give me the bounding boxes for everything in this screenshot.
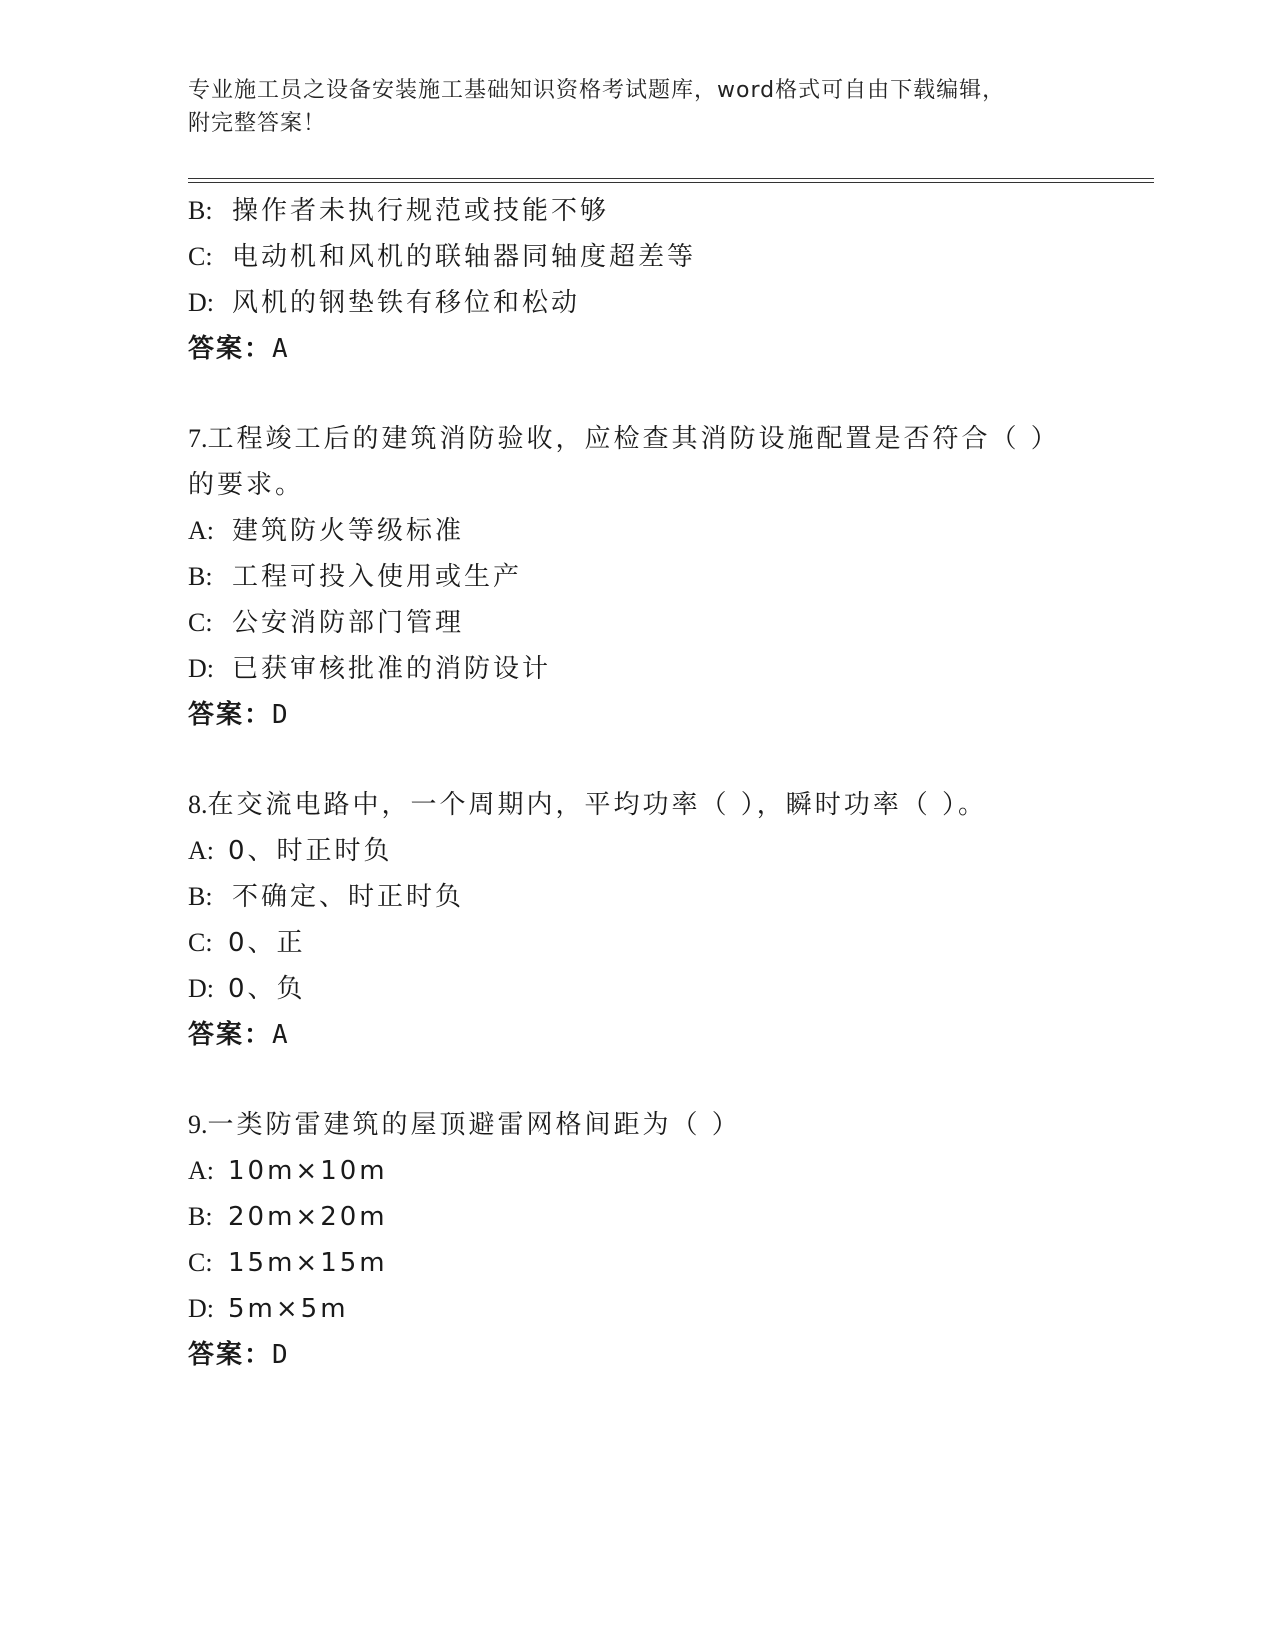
- question-stem-line-1: 工程竣工后的建筑消防验收，应检查其消防设施配置是否符合（ ）: [207, 424, 1060, 454]
- header-line-1: 专业施工员之设备安装施工基础知识资格考试题库，word格式可自由下载编辑，: [188, 78, 1006, 103]
- option-text: 5m×5m: [228, 1294, 349, 1324]
- question-7: [188, 416, 1154, 738]
- option-text: 0、正: [228, 928, 306, 958]
- answer-value: D: [272, 700, 290, 730]
- answer-value: A: [272, 1020, 290, 1050]
- option-letter: D:: [188, 288, 214, 317]
- option-c: [188, 600, 1154, 646]
- question-number: 8.: [188, 790, 208, 819]
- option-letter: D:: [188, 654, 214, 683]
- option-c: [188, 920, 1154, 966]
- answer-label: 答案：: [188, 334, 273, 364]
- option-letter: B:: [188, 562, 213, 591]
- option-b: [188, 554, 1154, 600]
- option-letter: C:: [188, 242, 213, 271]
- answer-label: 答案：: [188, 1020, 273, 1050]
- answer-line: [188, 326, 1154, 372]
- question-number: 7.: [188, 424, 208, 453]
- answer-line: [188, 1012, 1154, 1058]
- option-text: 0、时正时负: [228, 836, 393, 866]
- option-d: [188, 646, 1154, 692]
- option-letter: C:: [188, 1248, 213, 1277]
- header-divider-bottom: [188, 182, 1154, 183]
- header-divider-top: [188, 178, 1154, 179]
- answer-line: [188, 692, 1154, 738]
- option-letter: B:: [188, 1202, 213, 1231]
- header-line-2: 附完整答案！: [188, 111, 327, 136]
- option-b: [188, 1194, 1154, 1240]
- question-stem-line-2: 的要求。: [188, 470, 305, 500]
- answer-value: D: [272, 1340, 290, 1370]
- option-letter: A:: [188, 1156, 214, 1185]
- question-8: [188, 782, 1154, 1058]
- option-text: 15m×15m: [228, 1248, 388, 1278]
- question-stem-text: 一类防雷建筑的屋顶避雷网格间距为（ ）: [207, 1110, 741, 1140]
- option-d: [188, 966, 1154, 1012]
- answer-line: [188, 1332, 1154, 1378]
- option-a: [188, 828, 1154, 874]
- answer-value: A: [272, 334, 290, 364]
- option-d: [188, 1286, 1154, 1332]
- option-text: 工程可投入使用或生产: [232, 562, 523, 592]
- option-d: [188, 280, 1154, 326]
- option-c: [188, 234, 1154, 280]
- option-a: [188, 508, 1154, 554]
- answer-label: 答案：: [188, 1340, 273, 1370]
- option-text: 风机的钢垫铁有移位和松动: [232, 288, 581, 318]
- option-text: 公安消防部门管理: [232, 608, 465, 638]
- option-b: [188, 188, 1154, 234]
- question-stem: [188, 1102, 1154, 1148]
- option-text: 已获审核批准的消防设计: [232, 654, 552, 684]
- option-text: 不确定、时正时负: [232, 882, 465, 912]
- question-6: [188, 188, 1154, 372]
- option-letter: C:: [188, 608, 213, 637]
- option-letter: B:: [188, 196, 213, 225]
- option-letter: C:: [188, 928, 213, 957]
- answer-label: 答案：: [188, 700, 273, 730]
- question-stem-text: 在交流电路中，一个周期内，平均功率（ ），瞬时功率（ ）。: [207, 790, 988, 820]
- option-text: 20m×20m: [228, 1202, 388, 1232]
- option-text: 电动机和风机的联轴器同轴度超差等: [232, 242, 697, 272]
- option-letter: D:: [188, 1294, 214, 1323]
- option-letter: D:: [188, 974, 214, 1003]
- option-text: 操作者未执行规范或技能不够: [232, 196, 610, 226]
- question-stem: [188, 416, 1154, 462]
- option-text: 建筑防火等级标准: [232, 516, 465, 546]
- option-letter: B:: [188, 882, 213, 911]
- option-letter: A:: [188, 836, 214, 865]
- question-number: 9.: [188, 1110, 208, 1139]
- option-c: [188, 1240, 1154, 1286]
- question-9: [188, 1102, 1154, 1378]
- option-text: 0、负: [228, 974, 306, 1004]
- question-list: [188, 188, 1154, 1378]
- option-b: [188, 874, 1154, 920]
- option-text: 10m×10m: [228, 1156, 388, 1186]
- question-stem: [188, 782, 1154, 828]
- option-letter: A:: [188, 516, 214, 545]
- document-header: [188, 74, 1088, 140]
- option-a: [188, 1148, 1154, 1194]
